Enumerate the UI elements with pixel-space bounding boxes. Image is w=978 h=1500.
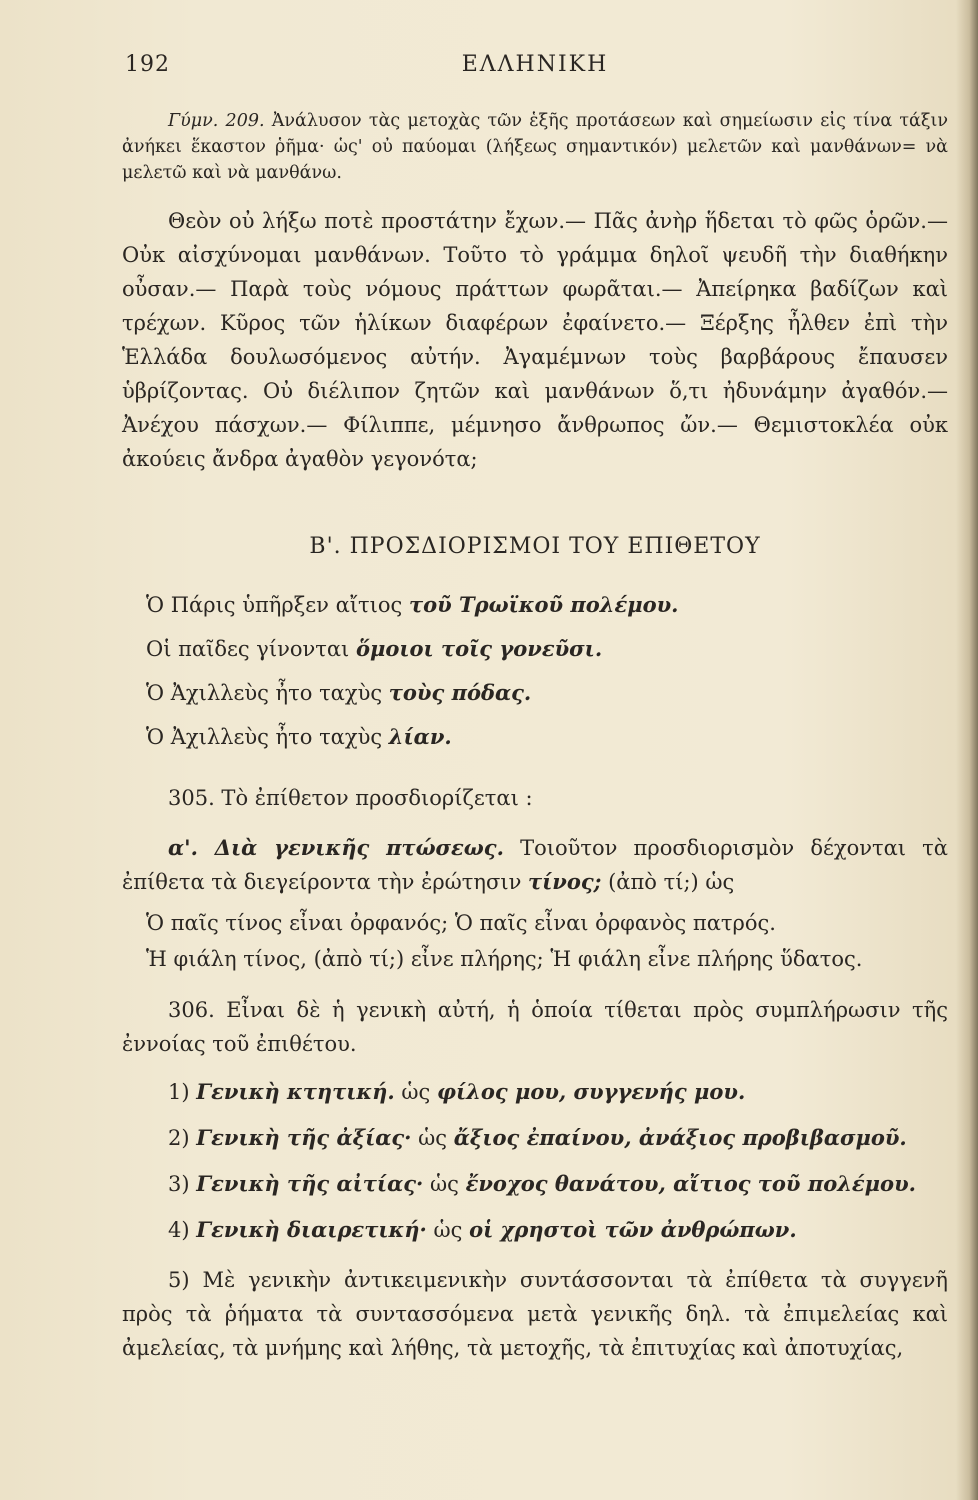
genitive-item: 2) Γενικὴ τῆς ἀξίας· ὡς ἄξιος ἐπαίνου, ἀνάξιος προβιβασμοῦ.	[168, 1125, 907, 1150]
page-content	[122, 108, 948, 1365]
exercise-label: Γύμν. 209.	[168, 111, 265, 131]
genitive-item: 4) Γενικὴ διαιρετική· ὡς οἱ χρηστοὶ τῶν ἀνθρώπων.	[168, 1217, 797, 1242]
example-line: Οἱ παῖδες γίνονται ὅμοιοι τοῖς γονεῦσι.	[146, 636, 603, 661]
exercise-instruction	[122, 108, 948, 186]
example-line: Ὁ Ἀχιλλεὺς ἦτο ταχὺς τοὺς πόδας.	[146, 680, 532, 705]
page-edge-shadow	[956, 0, 978, 1500]
genitive-item: 1) Γενικὴ κτητική. ὡς φίλος μου, συγγενής μου.	[168, 1079, 746, 1104]
paragraph-306: 306. Εἶναι δὲ ἡ γενικὴ αὐτή, ἡ ὁποία τίθεται πρὸς συμπλήρωσιν τῆς ἐννοίας τοῦ ἐπιθέτου.	[122, 998, 948, 1056]
paragraph-305: 305. Τὸ ἐπίθετον προσδιορίζεται :	[168, 786, 533, 810]
genitive-list	[122, 1069, 948, 1253]
paragraph-5: 5) Μὲ γενικὴν ἀντικειμενικὴν συντάσσονται τὰ ἐπίθετα τὰ συγγενῆ πρὸς τὰ ῥήματα τὰ συντασσόμενα μετὰ γενικῆς δηλ. τὰ ἐπιμελείας καὶ ἀμελείας, τὰ μνήμης καὶ λήθης, τὰ μετοχῆς, τὰ ἐπιτυχίας καὶ ἀποτυχίας,	[122, 1268, 948, 1360]
exercise-sentences: Θεὸν οὐ λήξω ποτὲ προστάτην ἔχων.— Πᾶς ἀνὴρ ἥδεται τὸ φῶς ὁρῶν.— Οὐκ αἰσχύνομαι μανθάνων. Τοῦτο τὸ γράμμα δηλοῖ ψευδῆ τὴν διαθήκην οὖσαν.— Παρὰ τοὺς νόμους πράττων φωρᾶται.— Ἀπείρηκα βαδίζων καὶ τρέχων. Κῦρος τῶν ἡλίκων διαφέρων ἐφαίνετο.— Ξέρξης ἦλθεν ἐπὶ τὴν Ἑλλάδα δουλωσόμενος αὐτήν. Ἀγαμέμνων τοὺς βαρβάρους ἔπαυσεν ὑβρίζοντας. Οὐ διέλιπον ζητῶν καὶ μανθάνων ὅ,τι ἠδυνάμην ἀγαθόν.— Ἀνέχου πάσχων.— Φίλιππε, μέμνησο ἄνθρωπος ὤν.— Θεμιστοκλέα οὐκ ἀκούεις ἄνδρα ἀγαθὸν γεγονότα;	[122, 209, 948, 471]
page-number: 192	[125, 52, 170, 77]
running-title: ΕΛΛΗΝΙΚΗ	[461, 52, 609, 77]
running-header	[125, 52, 945, 86]
example-line: Ὁ Πάρις ὑπῆρξεν αἴτιος τοῦ Τρωϊκοῦ πολέμου.	[146, 592, 679, 617]
genitive-item: 3) Γενικὴ τῆς αἰτίας· ὡς ἔνοχος θανάτου, αἴτιος τοῦ πολέμου.	[168, 1171, 916, 1196]
paragraph-alpha: α'. Διὰ γενικῆς πτώσεως. Τοιοῦτον προσδιορισμὸν δέχονται τὰ ἐπίθετα τὰ διεγείροντα τὴν ἐρώτησιν τίνος; (ἀπὸ τί;) ὡς	[122, 835, 948, 894]
section-heading: Β'. ΠΡΟΣΔΙΟΡΙΣΜΟΙ ΤΟΥ ΕΠΙΘΕΤΟΥ	[309, 534, 761, 559]
alpha-example: Ὁ παῖς τίνος εἶναι ὀρφανός; Ὁ παῖς εἶναι ὀρφανὸς πατρός.	[146, 911, 776, 935]
alpha-example: Ἡ φιάλη τίνος, (ἀπὸ τί;) εἶνε πλήρης; Ἡ φιάλη εἶνε πλήρης ὕδατος.	[146, 947, 863, 971]
example-line: Ὁ Ἀχιλλεὺς ἦτο ταχὺς λίαν.	[146, 724, 452, 749]
alpha-label: α'. Διὰ γενικῆς πτώσεως.	[168, 835, 504, 860]
examples-list	[122, 583, 948, 759]
exercise-text: Ἀνάλυσον τὰς μετοχὰς τῶν ἑξῆς προτάσεων καὶ σημείωσιν εἰς τίνα τάξιν ἀνήκει ἕκαστον ῥῆμα· ὡς' οὐ παύομαι (λήξεως σημαντικόν) μελετῶν καὶ μανθάνων= νὰ μελετῶ καὶ νὰ μανθάνω.	[122, 111, 948, 183]
